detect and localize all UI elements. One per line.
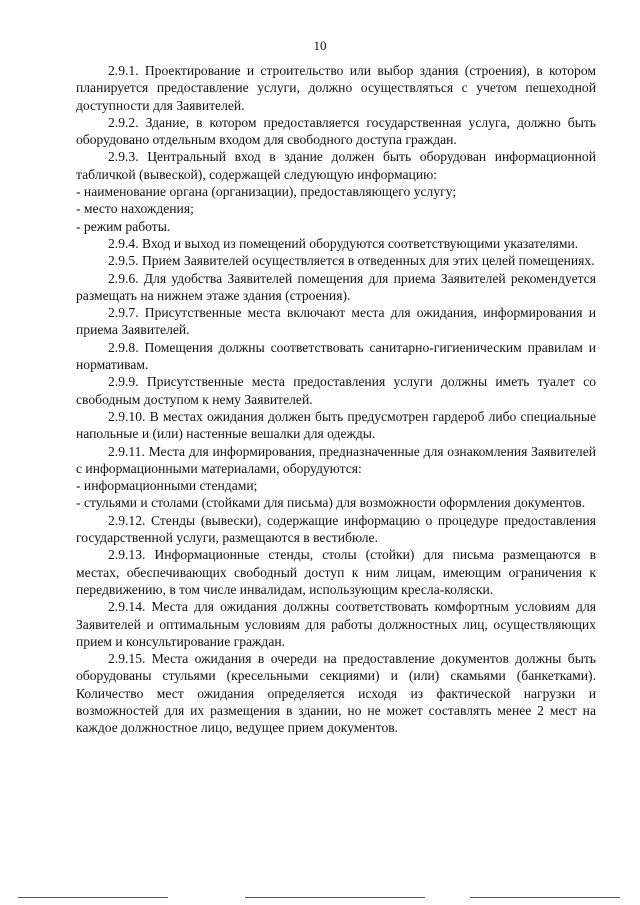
scan-edge-line bbox=[18, 897, 168, 898]
paragraph-2-9-6: 2.9.6. Для удобства Заявителей помещения для приема Заявителей рекомендуется размещать на нижнем этаже здания (строения). bbox=[76, 270, 596, 303]
paragraph-2-9-2: 2.9.2. Здание, в котором предоставляется государственная услуга, должно быть оборудовано отдельным входом для свободного доступа граждан. bbox=[76, 114, 596, 148]
list-item: - место нахождения; bbox=[76, 201, 194, 217]
list-item: - наименование органа (организации), предоставляющего услугу; bbox=[76, 184, 457, 200]
paragraph-2-9-4: 2.9.4. Вход и выход из помещений оборудуются соответствующими указателями. bbox=[108, 235, 579, 251]
list-item: - стульями и столами (стойками для письма) для возможности оформления документов. bbox=[76, 495, 586, 511]
scan-edge-line bbox=[245, 897, 425, 898]
document-body bbox=[76, 62, 596, 737]
scan-edge-line bbox=[470, 897, 620, 898]
paragraph-2-9-5: 2.9.5. Прием Заявителей осуществляется в отведенных для этих целей помещениях. bbox=[108, 253, 595, 269]
paragraph-2-9-3: 2.9.3. Центральный вход в здание должен быть оборудован информационной табличкой (вывеской), содержащей следующую информацию: bbox=[76, 149, 596, 182]
paragraph-2-9-14: 2.9.14. Места для ожидания должны соответствовать комфортным условиям для Заявителей и оптимальным условиям для работы должностных лиц, осуществляющих прием и консультирование граждан. bbox=[76, 599, 596, 649]
paragraph-2-9-9: 2.9.9. Присутственные места предоставления услуги должны иметь туалет со свободным доступом к нему Заявителей. bbox=[76, 374, 596, 407]
paragraph-2-9-10: 2.9.10. В местах ожидания должен быть предусмотрен гардероб либо специальные напольные и (или) настенные вешалки для одежды. bbox=[76, 408, 596, 442]
paragraph-2-9-7: 2.9.7. Присутственные места включают места для ожидания, информирования и приема Заявителей. bbox=[76, 305, 596, 338]
paragraph-2-9-11: 2.9.11. Места для информирования, предназначенные для ознакомления Заявителей с информационными материалами, оборудуются: bbox=[76, 443, 596, 476]
list-item: - информационными стендами; bbox=[76, 478, 258, 494]
paragraph-2-9-1: 2.9.1. Проектирование и строительство или выбор здания (строения), в котором планируется предоставление услуги, должно осуществляться с учетом пешеходной доступности для Заявителей. bbox=[76, 63, 596, 113]
paragraph-2-9-15: 2.9.15. Места ожидания в очереди на предоставление документов должны быть оборудованы стульями (кресельными секциями) и (или) скамьями (банкетками). Количество мест ожидания определяется исходя из фактической нагрузки и возможностей для их размещения в здании, но не может составлять менее 2 мест на каждое должностное лицо, ведущее прием документов. bbox=[76, 651, 596, 736]
paragraph-2-9-12: 2.9.12. Стенды (вывески), содержащие информацию о процедуре предоставления государственной услуги, размещаются в вестибюле. bbox=[76, 512, 596, 546]
list-item: - режим работы. bbox=[76, 218, 171, 234]
paragraph-2-9-8: 2.9.8. Помещения должны соответствовать санитарно-гигиеническим правилам и нормативам. bbox=[76, 339, 596, 373]
paragraph-2-9-13: 2.9.13. Информационные стенды, столы (стойки) для письма размещаются в местах, обеспечивающих свободный доступ к ним лицам, имеющим ограничения к передвижению, в том числе инвалидам, использующим кресла-коляски. bbox=[76, 547, 596, 597]
page-number: 10 bbox=[313, 38, 327, 53]
